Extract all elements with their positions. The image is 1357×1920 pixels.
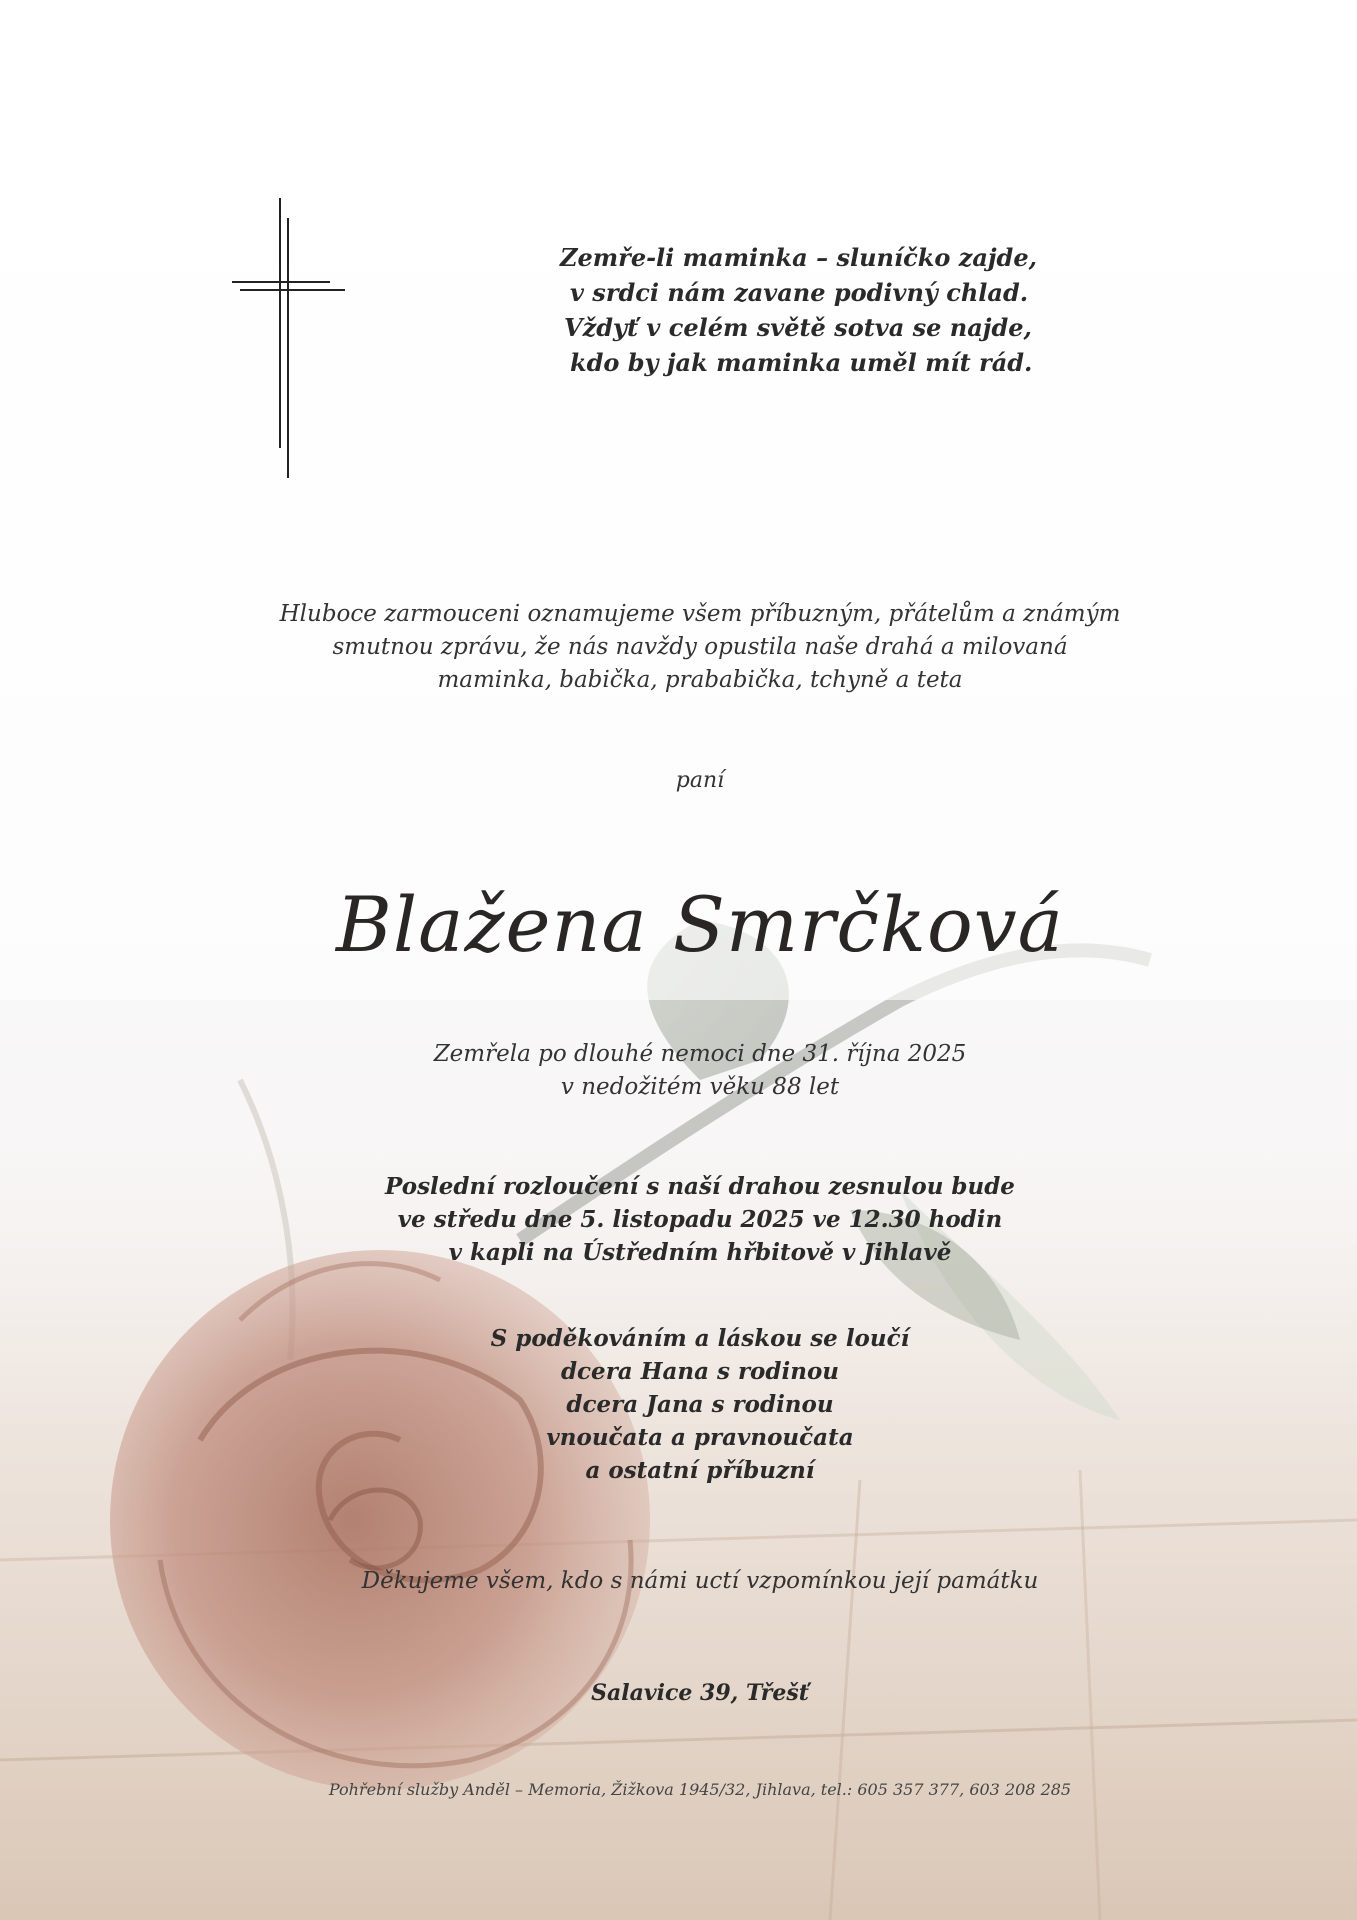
announcement (250, 598, 1150, 697)
poem-line: Vždyť v celém světě sotva se najde, (564, 313, 1032, 342)
death-info (350, 1038, 1050, 1104)
mourning-address: Salavice 39, Třešť (591, 1680, 809, 1706)
poem (560, 240, 1060, 380)
mourners-list (400, 1322, 1000, 1487)
mourners-line: a ostatní příbuzní (585, 1457, 815, 1484)
funeral-info (300, 1170, 1100, 1269)
mourners-line: vnoučata a pravnoučata (546, 1424, 854, 1451)
funeral-info-line: Poslední rozloučení s naší drahou zesnulou bude (385, 1173, 1015, 1200)
poem-line: v srdci nám zavane podivný chlad. (570, 278, 1029, 307)
announcement-line: Hluboce zarmouceni oznamujeme všem příbuzným, přátelům a známým (279, 601, 1121, 627)
funeral-service-footer: Pohřební služby Anděl – Memoria, Žižkova 1945/32, Jihlava, tel.: 605 357 377, 603 208 285 (328, 1780, 1072, 1799)
announcement-line: maminka, babička, prababička, tchyně a teta (437, 667, 963, 693)
poem-line: Zemře-li maminka – sluníčko zajde, (560, 243, 1037, 272)
mourners-line: dcera Hana s rodinou (560, 1358, 840, 1385)
thanks-note: Děkujeme všem, kdo s námi uctí vzpomínkou její památku (361, 1568, 1039, 1594)
funeral-info-line: v kapli na Ústředním hřbitově v Jihlavě (448, 1239, 952, 1266)
mourners-line: dcera Jana s rodinou (566, 1391, 834, 1418)
funeral-info-line: ve středu dne 5. listopadu 2025 ve 12.30 hodin (397, 1206, 1003, 1233)
salutation: paní (675, 768, 725, 793)
poem-line: kdo by jak maminka uměl mít rád. (570, 348, 1033, 377)
cross-icon (230, 198, 350, 478)
mourners-line: S poděkováním a láskou se loučí (490, 1325, 910, 1352)
deceased-name: Blažena Smrčková (336, 880, 1064, 969)
death-info-line: Zemřela po dlouhé nemoci dne 31. října 2025 (433, 1041, 967, 1067)
death-info-line: v nedožitém věku 88 let (560, 1074, 840, 1100)
announcement-line: smutnou zprávu, že nás navždy opustila naše drahá a milovaná (332, 634, 1068, 660)
